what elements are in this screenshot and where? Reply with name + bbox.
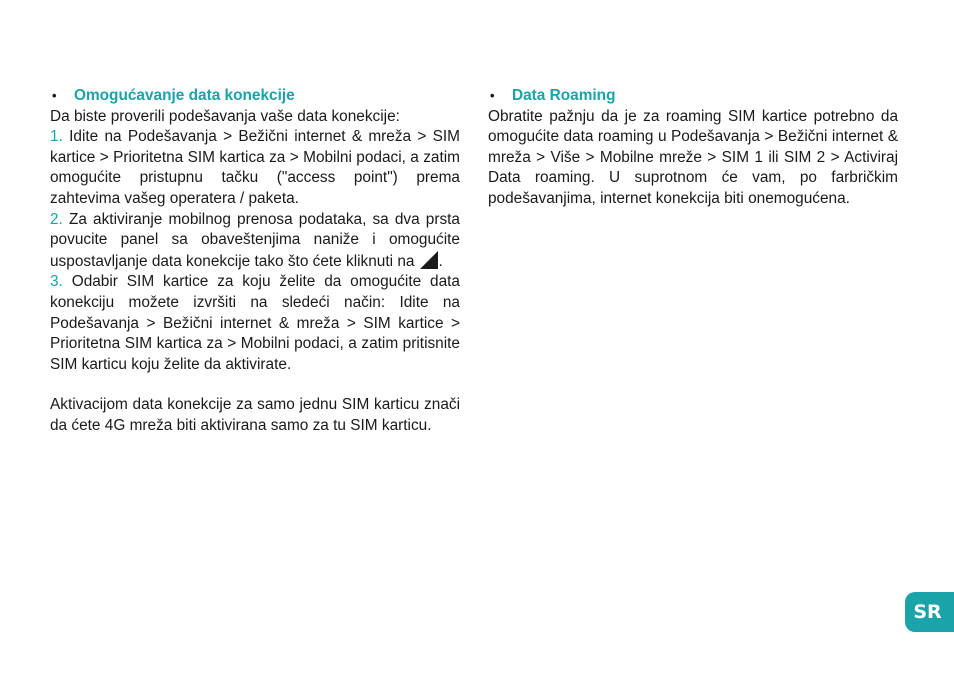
heading-text: Omogućavanje data konekcije	[74, 87, 295, 104]
bullet-icon: •	[490, 88, 495, 103]
right-column	[488, 86, 898, 210]
section-heading-data-roaming	[488, 86, 898, 107]
section-heading-data-connection	[50, 86, 460, 107]
step-3	[50, 272, 460, 375]
roaming-body-text: Obratite pažnju da je za roaming SIM kartice potrebno da omogućite data roaming u Podešavanja > Bežični internet & mreža > Više > Mobilne mreže > SIM 1 ili SIM 2 > Activiraj Data roaming. U suprotnom će vam, po farbričkim podešavanjima, internet konekcija biti onemogućena.	[488, 107, 898, 207]
step-number: 3.	[50, 273, 63, 291]
step-number: 1.	[50, 128, 63, 146]
step-text: Odabir SIM kartice za koju želite da omogućite data konekciju možete izvršiti na sledeći način: Idite na Podešavanja > Bežični internet & mreža > SIM kartice > Prioritetna SIM kartica za > Mobilni podaci, a zatim pritisnite SIM karticu koju želite da aktivirate.	[50, 273, 460, 373]
heading-text: Data Roaming	[512, 87, 616, 104]
left-column	[50, 86, 460, 437]
step-text: Idite na Podešavanja > Bežični internet & mreža > SIM kartice > Prioritetna SIM kartica za > Mobilni podaci, a zatim omogućite pristupnu tačku ("access point") prema zahtevima vašeg operatera / paketa.	[50, 128, 460, 207]
language-tab: SR	[905, 592, 954, 632]
mobile-signal-icon	[420, 251, 438, 269]
step-number: 2.	[50, 210, 63, 228]
note-text: Aktivacijom data konekcije za samo jednu SIM karticu znači da ćete 4G mreža biti aktivirana samo za tu SIM karticu.	[50, 396, 460, 434]
bullet-icon: •	[52, 88, 57, 103]
step-suffix: .	[438, 252, 443, 270]
paragraph-spacer	[50, 375, 460, 395]
step-1	[50, 127, 460, 209]
intro-text: Da biste proverili podešavanja vaše data konekcije:	[50, 107, 400, 125]
step-2	[50, 210, 460, 273]
step-text: Za aktiviranje mobilnog prenosa podataka, sa dva prsta povucite panel sa obaveštenjima naniže i omogućite uspostavljanje data konekcije tako što ćete kliknuti na	[50, 210, 460, 270]
